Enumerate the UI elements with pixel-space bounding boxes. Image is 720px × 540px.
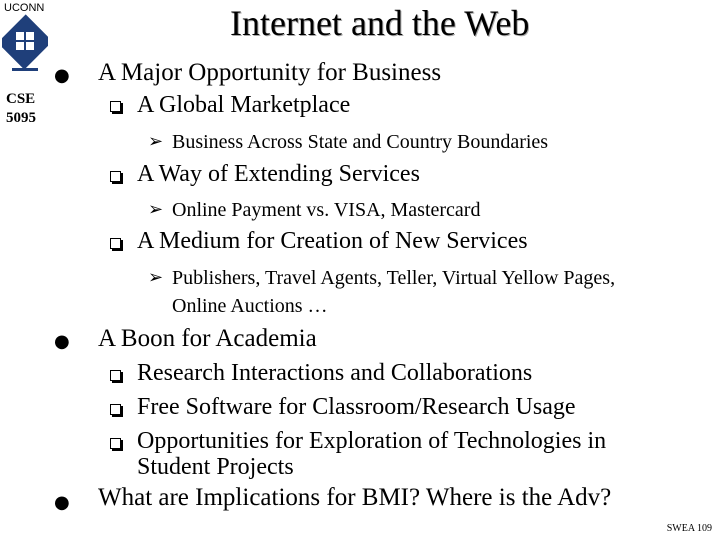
sphere-bullet-icon: ● bbox=[54, 331, 70, 352]
course-number: 5095 bbox=[6, 110, 36, 126]
bullet-level3: Publishers, Travel Agents, Teller, Virtual Yellow Pages, bbox=[172, 267, 616, 289]
bullet-level2: A Medium for Creation of New Services bbox=[137, 228, 528, 254]
sphere-bullet-icon: ● bbox=[54, 492, 70, 513]
box-bullet-icon bbox=[110, 238, 121, 249]
bullet-level3: Online Payment vs. VISA, Mastercard bbox=[172, 199, 481, 221]
bullet-level3: Business Across State and Country Boundaries bbox=[172, 131, 549, 153]
bullet-level1: What are Implications for BMI? Where is the Adv? bbox=[98, 484, 612, 511]
arrow-bullet-icon: ➢ bbox=[148, 199, 164, 220]
box-bullet-icon bbox=[110, 171, 121, 182]
slide-footer: SWEA 109 bbox=[666, 523, 712, 534]
bullet-level1: A Major Opportunity for Business bbox=[98, 59, 442, 86]
box-bullet-icon bbox=[110, 438, 121, 449]
arrow-bullet-icon: ➢ bbox=[148, 267, 164, 288]
uconn-logo-icon bbox=[2, 14, 48, 78]
sphere-bullet-icon: ● bbox=[54, 65, 70, 86]
bullet-level2: A Global Marketplace bbox=[137, 92, 351, 118]
box-bullet-icon bbox=[110, 370, 121, 381]
box-bullet-icon bbox=[110, 101, 121, 112]
box-bullet-icon bbox=[110, 404, 121, 415]
bullet-level2: Research Interactions and Collaborations bbox=[137, 360, 533, 386]
slide-title: Internet and the Web bbox=[230, 3, 530, 43]
course-label bbox=[6, 90, 36, 128]
bullet-level1: A Boon for Academia bbox=[98, 325, 317, 352]
bullet-level3-continued: Online Auctions … bbox=[172, 295, 328, 317]
logo-text: UCONN bbox=[4, 2, 45, 14]
bullet-level2: A Way of Extending Services bbox=[137, 161, 420, 187]
arrow-bullet-icon: ➢ bbox=[148, 131, 164, 152]
course-code: CSE bbox=[6, 91, 36, 107]
bullet-level2: Free Software for Classroom/Research Usage bbox=[137, 394, 576, 420]
bullet-level2-continued: Student Projects bbox=[137, 454, 294, 480]
bullet-level2: Opportunities for Exploration of Technologies in bbox=[137, 428, 607, 454]
